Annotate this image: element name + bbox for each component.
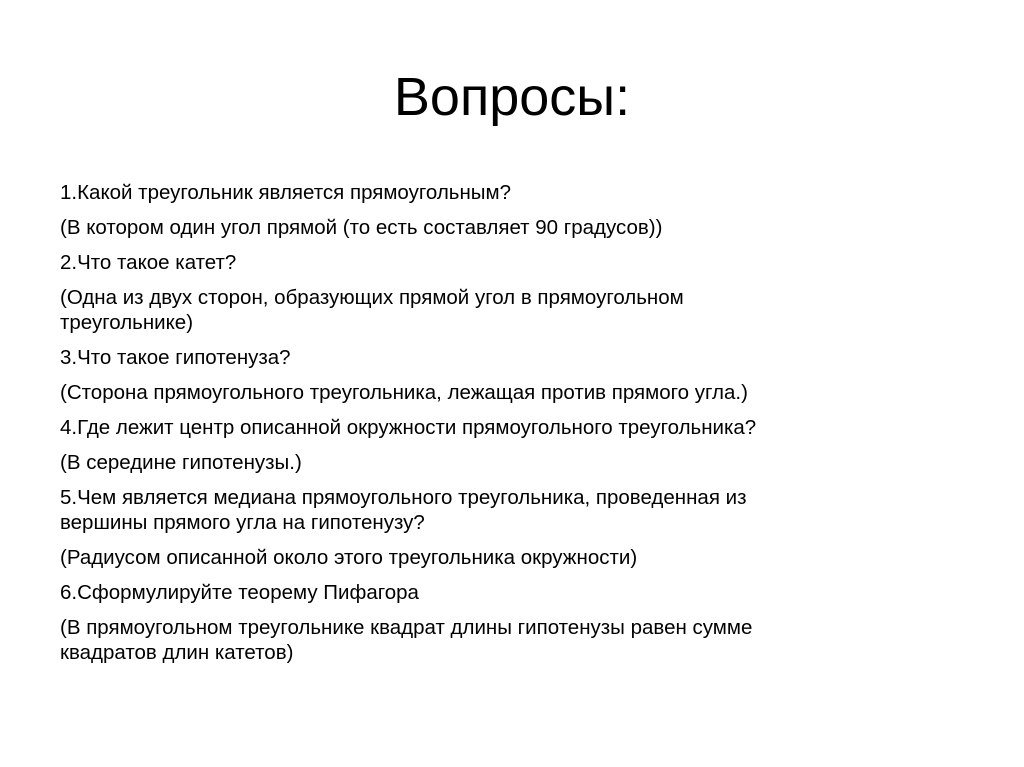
text-line: 2.Что такое катет?	[60, 251, 237, 274]
answer-paragraph	[60, 545, 980, 570]
text-line: вершины прямого угла на гипотенузу?	[60, 511, 425, 534]
answer-paragraph	[60, 285, 980, 335]
question-paragraph	[60, 345, 980, 370]
text-line: 3.Что такое гипотенуза?	[60, 346, 291, 369]
text-line: 6.Сформулируйте теорему Пифагора	[60, 581, 419, 604]
text-line: (Одна из двух сторон, образующих прямой угол в прямоугольном	[60, 286, 684, 309]
answer-paragraph	[60, 215, 980, 240]
slide-body	[60, 180, 980, 675]
text-line: (В середине гипотенузы.)	[60, 451, 302, 474]
text-line: (В прямоугольном треугольнике квадрат длины гипотенузы равен сумме	[60, 616, 753, 639]
text-line: (Сторона прямоугольного треугольника, лежащая против прямого угла.)	[60, 381, 748, 404]
slide-title: Вопросы:	[393, 67, 631, 127]
answer-paragraph	[60, 380, 980, 405]
question-paragraph	[60, 485, 980, 535]
text-line: (Радиусом описанной около этого треугольника окружности)	[60, 546, 638, 569]
question-paragraph	[60, 580, 980, 605]
text-line: квадратов длин катетов)	[60, 641, 294, 664]
answer-paragraph	[60, 450, 980, 475]
question-paragraph	[60, 415, 980, 440]
question-paragraph	[60, 250, 980, 275]
text-line: 5.Чем является медиана прямоугольного треугольника, проведенная из	[60, 486, 747, 509]
answer-paragraph	[60, 615, 980, 665]
text-line: 4.Где лежит центр описанной окружности прямоугольного треугольника?	[60, 416, 757, 439]
text-line: 1.Какой треугольник является прямоугольным?	[60, 181, 512, 204]
text-line: (В котором один угол прямой (то есть составляет 90 градусов))	[60, 216, 663, 239]
question-paragraph	[60, 180, 980, 205]
text-line: треугольнике)	[60, 311, 194, 334]
